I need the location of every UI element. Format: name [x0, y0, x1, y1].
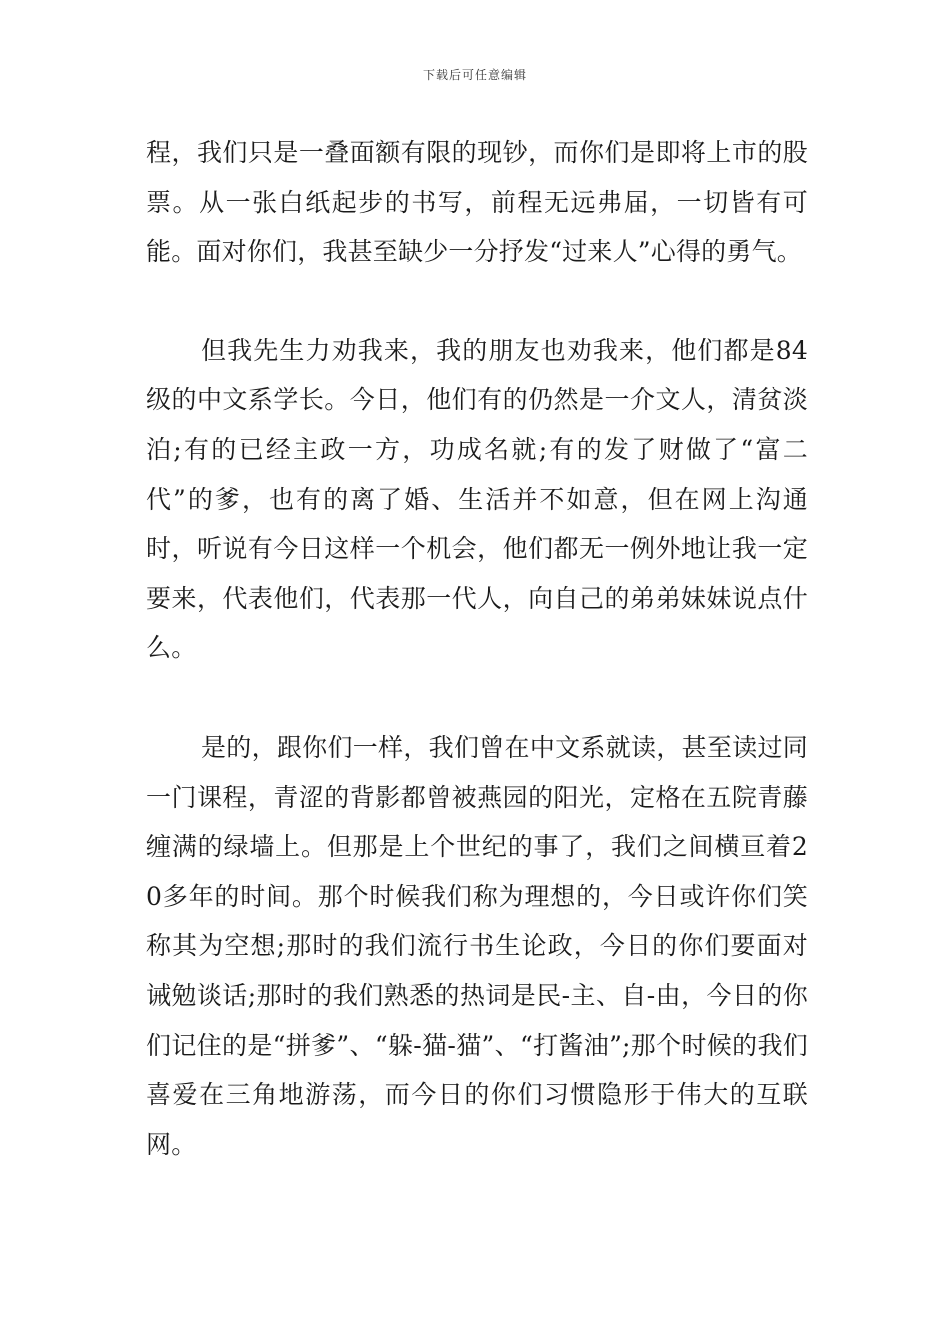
paragraph-1: 程，我们只是一叠面额有限的现钞，而你们是即将上市的股票。从一张白纸起步的书写，前程无远弗届，一切皆有可能。面对你们，我甚至缺少一分抒发“过来人”心得的勇气。: [146, 138, 808, 267]
header-note: 下载后可任意编辑: [422, 68, 527, 82]
document-body: [146, 128, 808, 1169]
paragraph-2: 但我先生力劝我来，我的朋友也劝我来，他们都是84级的中文系学长。今日，他们有的仍然是一介文人，清贫淡泊;有的已经主政一方，功成名就;有的发了财做了“富二代”的爹，也有的离了婚、生活并不如意，但在网上沟通时，听说有今日这样一个机会，他们都无一例外地让我一定要来，代表他们，代表那一代人，向自己的弟弟妹妹说点什么。: [146, 335, 808, 663]
paragraph-3: 是的，跟你们一样，我们曾在中文系就读，甚至读过同一门课程，青涩的背影都曾被燕园的阳光，定格在五院青藤缠满的绿墙上。但那是上个世纪的事了，我们之间横亘着20多年的时间。那个时候我们称为理想的，今日或许你们笑称其为空想;那时的我们流行书生论政，今日的你们要面对诫勉谈话;那时的我们熟悉的热词是民-主、自-由，今日的你们记住的是“拼爹”、“躲-猫-猫”、“打酱油”;那个时候的我们喜爱在三角地游荡，而今日的你们习惯隐形于伟大的互联网。: [146, 732, 808, 1159]
